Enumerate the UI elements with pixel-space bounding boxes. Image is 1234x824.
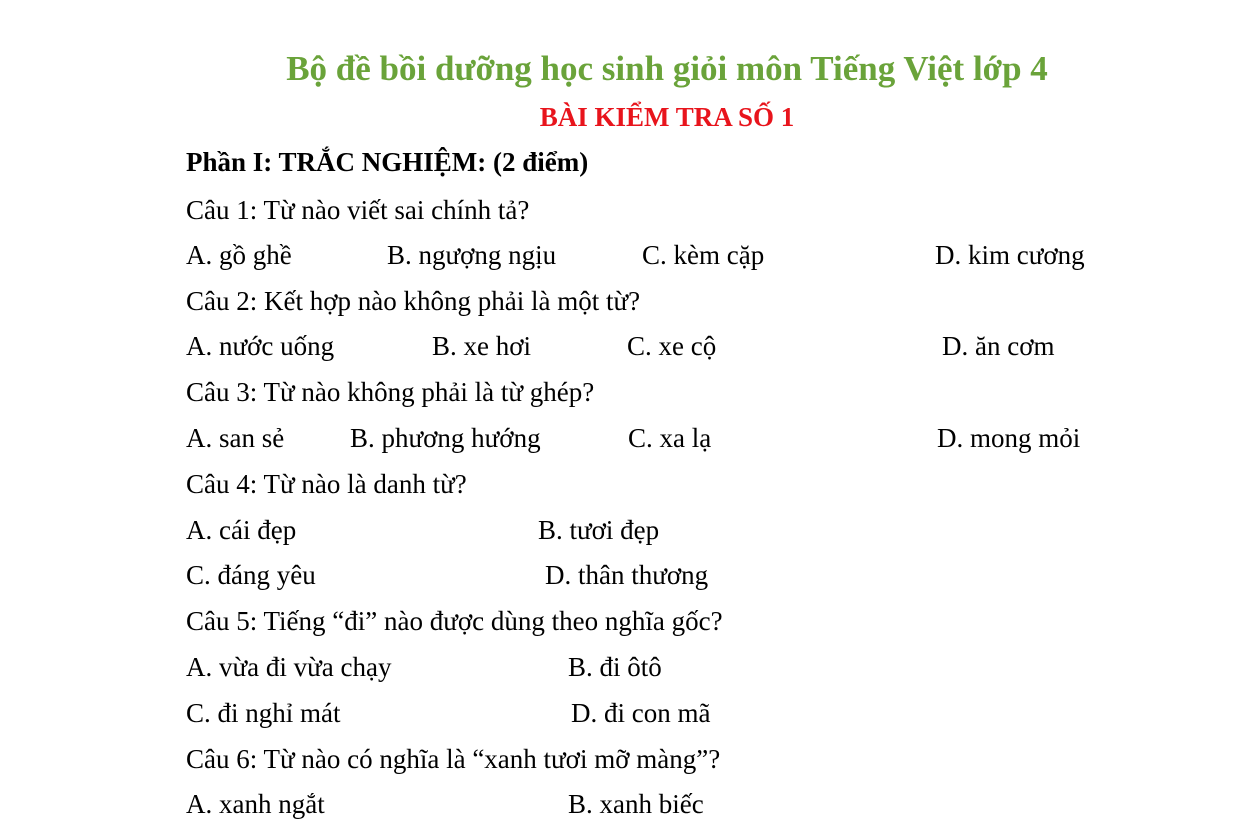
q2-option-c: C. xe cộ <box>627 331 717 361</box>
q2-option-b: B. xe hơi <box>432 331 532 361</box>
q1-option-b: B. ngượng ngịu <box>387 240 557 270</box>
question-1: Câu 1: Từ nào viết sai chính tả? <box>186 195 530 225</box>
q2-option-a: A. nước uống <box>186 331 335 361</box>
q4-option-d: D. thân thương <box>545 560 709 590</box>
q3-option-d: D. mong mỏi <box>937 423 1081 453</box>
document-title: Bộ đề bồi dưỡng học sinh giỏi môn Tiếng Việt lớp 4 <box>286 49 1048 88</box>
test-subtitle: BÀI KIỂM TRA SỐ 1 <box>539 102 795 132</box>
question-3: Câu 3: Từ nào không phải là từ ghép? <box>186 377 595 407</box>
q1-option-a: A. gồ ghề <box>186 240 292 270</box>
q1-option-c: C. kèm cặp <box>642 240 765 270</box>
q3-option-c: C. xa lạ <box>628 423 712 453</box>
q4-option-a: A. cái đẹp <box>186 515 297 545</box>
question-5: Câu 5: Tiếng “đi” nào được dùng theo nghĩa gốc? <box>186 606 723 636</box>
q5-option-a: A. vừa đi vừa chạy <box>186 652 392 682</box>
q3-option-a: A. san sẻ <box>186 423 285 453</box>
section-heading: Phần I: TRẮC NGHIỆM: (2 điểm) <box>186 147 589 177</box>
q4-option-b: B. tươi đẹp <box>538 515 660 545</box>
q6-option-a: A. xanh ngắt <box>186 789 325 819</box>
q5-option-d: D. đi con mã <box>571 698 711 728</box>
q5-option-c: C. đi nghỉ mát <box>186 698 341 728</box>
q4-option-c: C. đáng yêu <box>186 560 316 590</box>
question-2: Câu 2: Kết hợp nào không phải là một từ? <box>186 286 641 316</box>
q2-option-d: D. ăn cơm <box>942 331 1055 361</box>
question-4: Câu 4: Từ nào là danh từ? <box>186 469 467 499</box>
q5-option-b: B. đi ôtô <box>568 652 662 682</box>
q1-option-d: D. kim cương <box>935 240 1085 270</box>
question-6: Câu 6: Từ nào có nghĩa là “xanh tươi mỡ màng”? <box>186 744 721 774</box>
q6-option-b: B. xanh biếc <box>568 789 704 819</box>
q3-option-b: B. phương hướng <box>350 423 541 453</box>
